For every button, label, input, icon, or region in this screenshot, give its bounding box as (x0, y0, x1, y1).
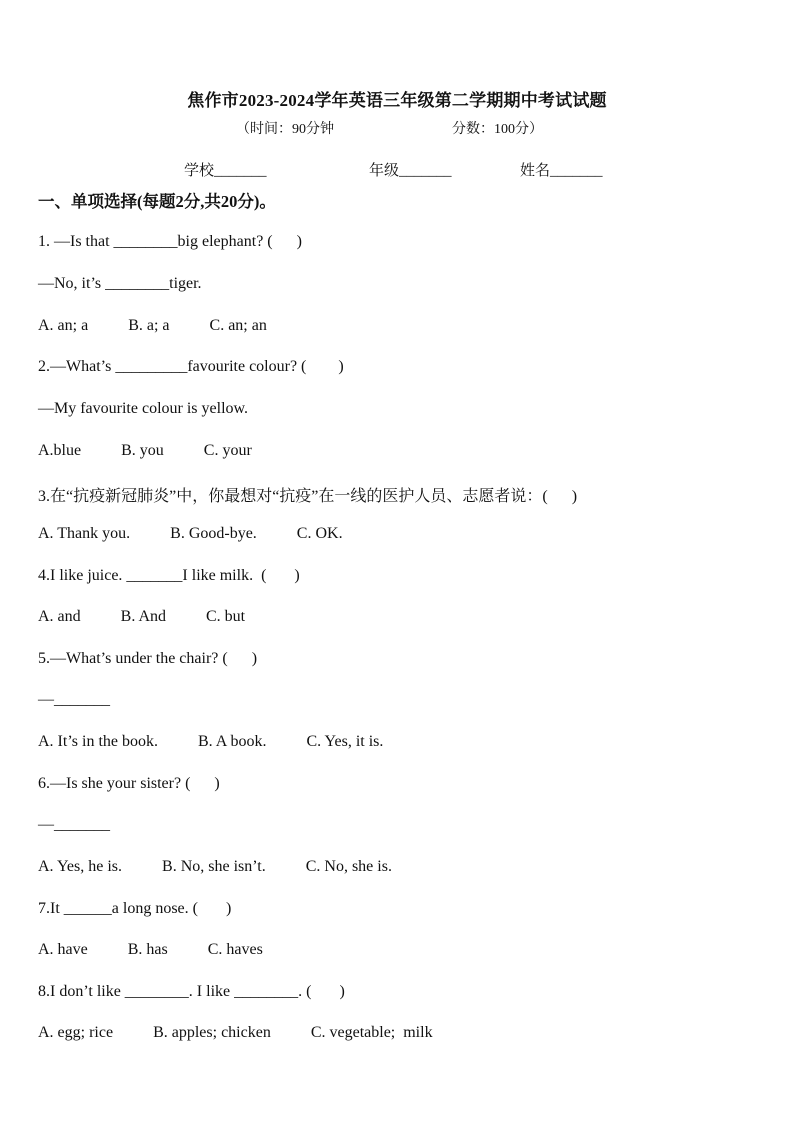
question-7-options: A. have B. has C. haves (38, 941, 263, 958)
question-6-line: 6.—Is she your sister? ( ) (38, 775, 220, 792)
question-6-options: A. Yes, he is. B. No, she isn’t. C. No, she is. (38, 858, 392, 875)
question-5-line: 5.—What’s under the chair? ( ) (38, 650, 258, 667)
question-7-line: 7.It ______a long nose. ( ) (38, 900, 232, 917)
question-2-line: 2.—What’s _________favourite colour? ( ) (38, 358, 344, 375)
exam-score: 分数：100分） (452, 122, 543, 137)
question-3-line: 3.在“抗疫新冠肺炎”中，你最想对“抗疫”在一线的医护人员、志愿者说：( ) (38, 488, 578, 505)
question-5-options: A. It’s in the book. B. A book. C. Yes, it is. (38, 733, 384, 750)
question-8-options: A. egg; rice B. apples; chicken C. vegetable; milk (38, 1024, 433, 1041)
section-heading: 一、单项选择(每题2分,共20分)。 (38, 192, 276, 211)
school-field: 学校_______ (184, 163, 267, 179)
question-4-line: 4.I like juice. _______I like milk. ( ) (38, 567, 300, 584)
question-8-line: 8.I don’t like ________. I like ________. ( ) (38, 983, 345, 1000)
question-1-reply: —No, it’s ________tiger. (38, 275, 202, 292)
exam-title: 焦作市2023-2024学年英语三年级第二学期期中考试试题 (187, 91, 607, 110)
question-4-options: A. and B. And C. but (38, 608, 246, 625)
question-1-line: 1. —Is that ________big elephant? ( ) (38, 233, 302, 250)
grade-field: 年级_______ (369, 163, 452, 179)
question-6-reply: —_______ (38, 816, 110, 833)
question-1-options: A. an; a B. a; a C. an; an (38, 317, 267, 334)
question-2-reply: —My favourite colour is yellow. (38, 400, 249, 417)
question-3-options: A. Thank you. B. Good-bye. C. OK. (38, 525, 343, 542)
question-5-reply: —_______ (38, 691, 110, 708)
question-2-options: A.blue B. you C. your (38, 442, 252, 459)
name-field: 姓名_______ (520, 163, 603, 179)
exam-time: （时间：90分钟 (236, 122, 334, 137)
